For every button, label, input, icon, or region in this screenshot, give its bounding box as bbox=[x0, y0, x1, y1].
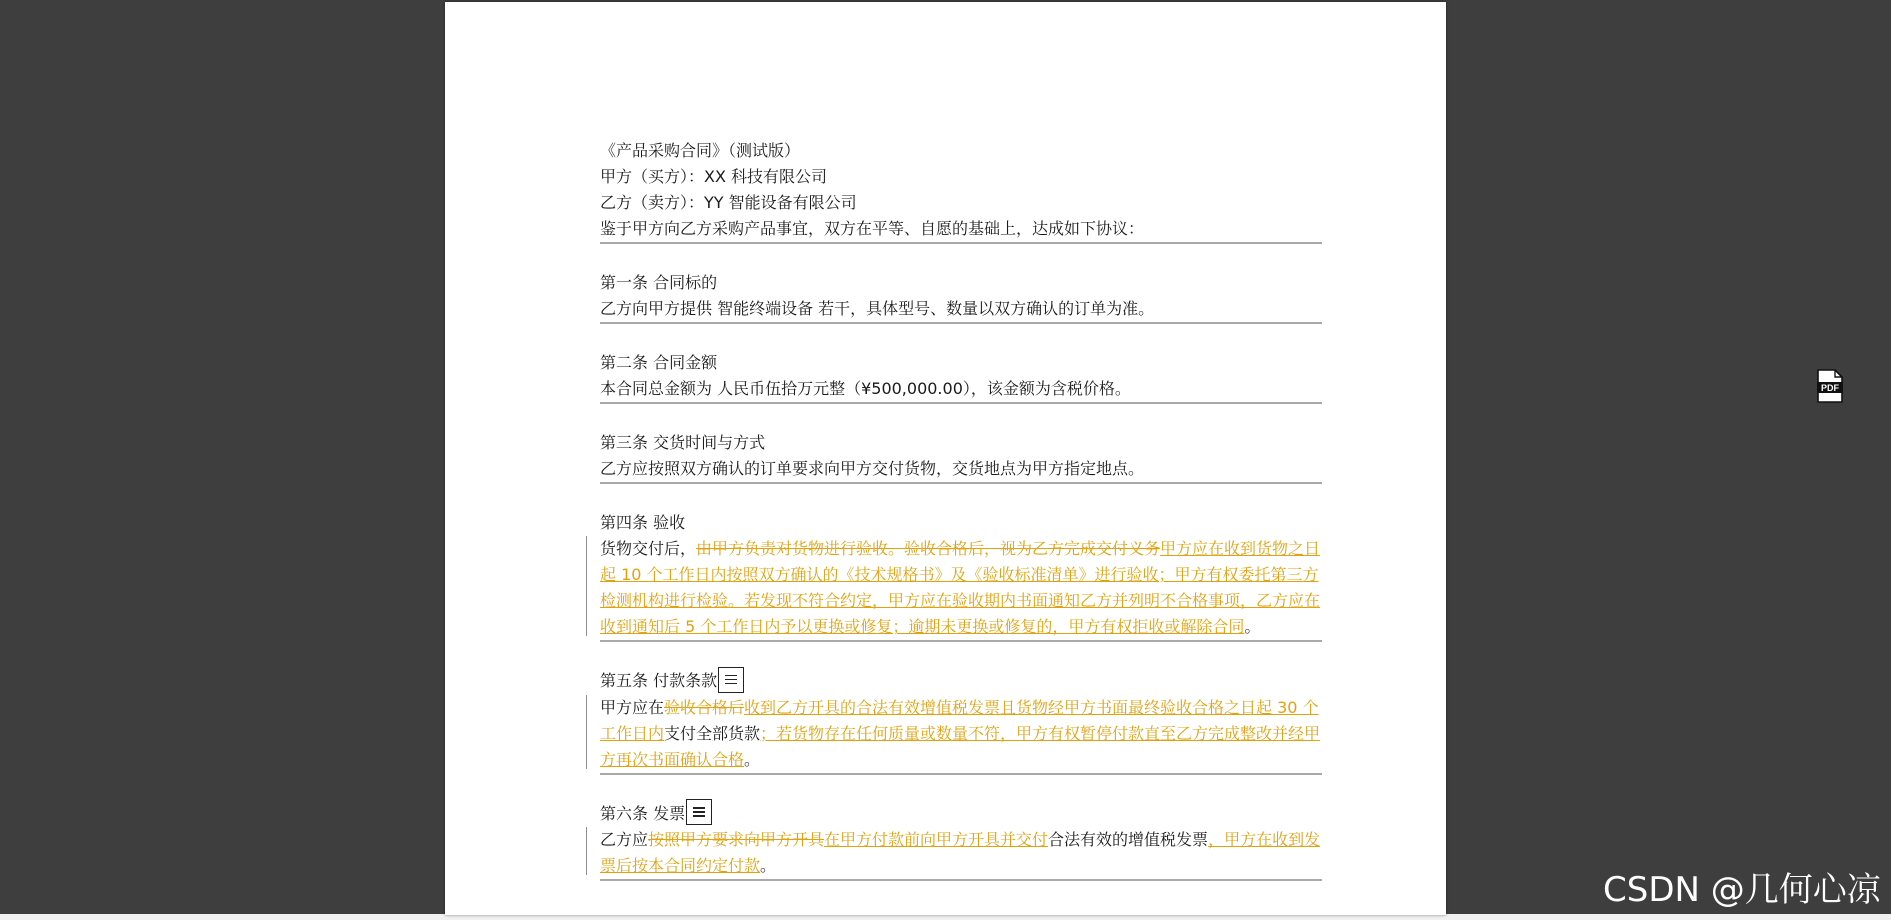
party-a-line: 甲方（买方）：XX 科技有限公司 bbox=[600, 167, 828, 186]
document-content bbox=[600, 138, 1322, 881]
comment-icon[interactable] bbox=[686, 799, 712, 825]
watermark: CSDN @几何心凉 bbox=[1603, 870, 1881, 910]
deleted-text[interactable]: 按照甲方要求向甲方开具 bbox=[648, 830, 825, 849]
article-3-heading: 第三条 交货时间与方式 bbox=[600, 433, 766, 452]
inserted-text[interactable]: 甲方应在收到货物之日起 10 个工作日内按照双方确认的《技术规格书》及《验收标准清单》进行验收；甲方有权委托第三方检测机构进行检验。若发现不符合约定，甲方应在验收期内书面通知乙方并列明不合格事项，乙方应在收到通知后 5 个工作日内予以更换或修复；逾期未更换或修复的，甲方有权拒收或解除合同 bbox=[600, 539, 1321, 636]
text: 货物交付后， bbox=[600, 539, 697, 558]
article-6-body[interactable] bbox=[600, 827, 1322, 881]
svg-text:PDF: PDF bbox=[1821, 383, 1839, 393]
article-4-heading: 第四条 验收 bbox=[600, 513, 686, 532]
pdf-file-icon[interactable] bbox=[1816, 369, 1844, 403]
inserted-text[interactable]: ；若货物存在任何质量或数量不符，甲方有权暂停付款直至乙方完成整改并经甲方再次书面确认合格 bbox=[600, 723, 1321, 769]
heading-text: 第五条 付款条款 bbox=[600, 671, 718, 690]
article-4-body[interactable] bbox=[600, 536, 1322, 642]
text: 支付全部货款 bbox=[664, 723, 761, 743]
article-1-heading: 第一条 合同标的 bbox=[600, 273, 718, 292]
deleted-text[interactable]: 验收合格后 bbox=[664, 697, 745, 717]
article-2-heading: 第二条 合同金额 bbox=[600, 353, 718, 372]
comment-icon[interactable] bbox=[718, 667, 744, 693]
text: 乙方应 bbox=[600, 830, 649, 849]
text: 甲方应在 bbox=[600, 697, 665, 717]
text: 。 bbox=[760, 856, 777, 875]
inserted-text[interactable]: 收到乙方开具的合法有效增值税发票且货物经甲方书面最终验收合格之日起 30 个工作日内 bbox=[600, 697, 1319, 743]
inserted-text[interactable]: 在甲方付款前向甲方开具并交付 bbox=[824, 830, 1049, 849]
article-5-heading bbox=[600, 668, 1322, 695]
text: 。 bbox=[1244, 617, 1261, 636]
party-b-line: 乙方（卖方）：YY 智能设备有限公司 bbox=[600, 193, 857, 212]
document-title: 《产品采购合同》（测试版） bbox=[600, 141, 801, 160]
text: 。 bbox=[744, 749, 761, 769]
article-2-body: 本合同总金额为 人民币伍拾万元整（¥500,000.00），该金额为含税价格。 bbox=[600, 376, 1322, 404]
article-1-body: 乙方向甲方提供 智能终端设备 若干，具体型号、数量以双方确认的订单为准。 bbox=[600, 296, 1322, 324]
document-page bbox=[445, 2, 1446, 915]
article-6-heading bbox=[600, 801, 1322, 828]
heading-text: 第六条 发票 bbox=[600, 803, 686, 823]
deleted-text[interactable]: 由甲方负责对货物进行验收。验收合格后，视为乙方完成交付义务 bbox=[696, 539, 1161, 558]
article-5-body[interactable] bbox=[600, 695, 1322, 775]
text: 合法有效的增值税发票 bbox=[1048, 830, 1209, 849]
inserted-text[interactable]: ，甲方在收到发票后按本合同约定付款 bbox=[600, 830, 1321, 875]
preamble: 鉴于甲方向乙方采购产品事宜，双方在平等、自愿的基础上，达成如下协议： bbox=[600, 216, 1322, 244]
article-3-body: 乙方应按照双方确认的订单要求向甲方交付货物，交货地点为甲方指定地点。 bbox=[600, 456, 1322, 484]
